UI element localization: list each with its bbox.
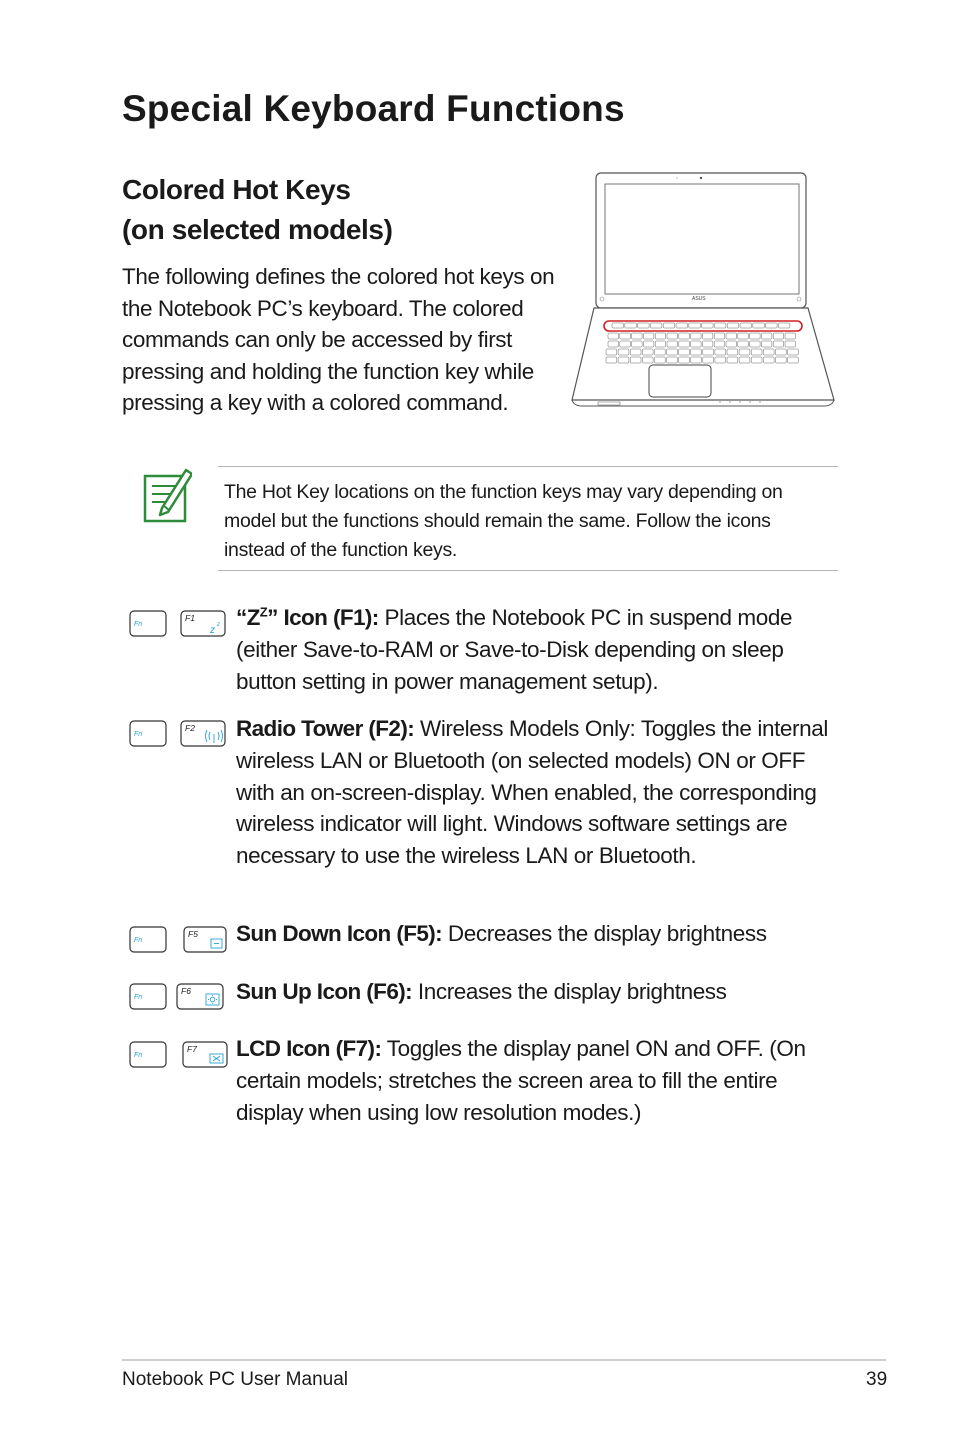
laptop-key [650, 323, 662, 328]
hotkey-f1-title: “$Z^Z$” Icon (F1): [236, 604, 379, 630]
laptop-key [632, 333, 643, 339]
laptop-key [663, 323, 675, 328]
touchpad [649, 365, 711, 397]
laptop-key [691, 349, 702, 355]
f5-key-label: F5 [188, 929, 198, 939]
laptop-key [630, 357, 641, 363]
f2-key-label: F2 [185, 723, 195, 733]
page-number: 39 [866, 1369, 888, 1390]
laptop-key [751, 349, 762, 355]
laptop-key [691, 357, 702, 363]
laptop-key [608, 341, 619, 347]
laptop-key [655, 341, 666, 347]
fn-key-label: Fn [134, 937, 143, 944]
laptop-key [714, 323, 726, 328]
laptop-key [738, 333, 749, 339]
fn-key-label: Fn [134, 994, 143, 1001]
note-text: The Hot Key locations on the function keys may vary depending on model but the functions should remain the same. Follow the icons instead of the function keys. [224, 481, 783, 561]
laptop-key [606, 357, 617, 363]
laptop-key [753, 323, 765, 328]
laptop-key [702, 333, 713, 339]
laptop-keyboard-illustration [570, 170, 838, 410]
laptop-key [702, 323, 714, 328]
laptop-key [691, 341, 702, 347]
footer-manual-title: Notebook PC User Manual [122, 1369, 348, 1390]
laptop-key [750, 341, 761, 347]
laptop-key [612, 323, 624, 328]
laptop-key [785, 333, 796, 339]
page-title: Special Keyboard Functions [122, 88, 625, 129]
laptop-key [643, 333, 654, 339]
section-title [122, 170, 542, 250]
laptop-key [691, 333, 702, 339]
svg-text:z: z [210, 625, 215, 636]
hotkey-f7-description [236, 1033, 836, 1128]
hotkey-f6-text: Increases the display brightness [412, 979, 727, 1004]
hotkey-f5-title: Sun Down Icon (F5): [236, 921, 443, 946]
hotkey-f7-text: Toggles the display panel ON and OFF. (On certain models; stretches the screen area to fill the entire display when using low resolution modes.) [236, 1036, 806, 1125]
laptop-key [715, 357, 726, 363]
hotkey-f6-description [236, 976, 836, 1008]
laptop-key [679, 341, 690, 347]
hotkey-f7-title: LCD Icon (F7): [236, 1036, 382, 1061]
note-top-divider [218, 466, 838, 467]
f1-key-label: F1 [185, 613, 195, 623]
laptop-key [642, 357, 653, 363]
intro-paragraph: The following defines the colored hot keys on the Notebook PC’s keyboard. The colored commands can only be accessed by first pressing and holding the function key while pressing a key with a colored command. [122, 264, 555, 416]
laptop-key [679, 357, 690, 363]
laptop-key [608, 333, 619, 339]
laptop-key [714, 341, 725, 347]
fn-f6-key-combo [128, 983, 230, 1011]
laptop-key [726, 341, 737, 347]
note-bottom-divider [218, 570, 838, 571]
laptop-key [750, 333, 761, 339]
laptop-key [703, 349, 714, 355]
laptop-key [703, 357, 714, 363]
laptop-key [726, 333, 737, 339]
laptop-key [766, 323, 778, 328]
laptop-key [625, 323, 637, 328]
laptop-key [643, 341, 654, 347]
laptop-key [638, 323, 650, 328]
laptop-key [727, 357, 738, 363]
laptop-key [679, 349, 690, 355]
laptop-key [778, 323, 790, 328]
hotkey-f6-title: Sun Up Icon (F6): [236, 979, 413, 1004]
footer-divider [122, 1359, 886, 1361]
fn-f1-key-combo [128, 610, 230, 638]
fn-key-label: Fn [134, 1052, 143, 1059]
laptop-key [620, 333, 631, 339]
laptop-key [630, 349, 641, 355]
laptop-key [763, 349, 774, 355]
laptop-key [773, 341, 784, 347]
laptop-key [715, 349, 726, 355]
laptop-key [654, 357, 665, 363]
laptop-key [667, 357, 678, 363]
laptop-key [654, 349, 665, 355]
hotkey-f1-text: Places the Notebook PC in suspend mode (either Save-to-RAM or Save-to-Disk depending on sleep button setting in power management setup). [236, 605, 793, 694]
laptop-key [667, 349, 678, 355]
laptop-key [676, 323, 688, 328]
laptop-key [785, 341, 796, 347]
note-pencil-icon [140, 464, 192, 526]
laptop-key [714, 333, 725, 339]
fn-f7-key-combo [128, 1041, 230, 1069]
laptop-key [620, 341, 631, 347]
laptop-key [618, 357, 629, 363]
laptop-key [739, 357, 750, 363]
fn-f2-key-combo [128, 720, 230, 748]
laptop-key [775, 349, 786, 355]
laptop-key [751, 357, 762, 363]
laptop-key [702, 341, 713, 347]
f6-key-label: F6 [181, 986, 191, 996]
laptop-key [632, 341, 643, 347]
laptop-key [689, 323, 701, 328]
hotkey-f1-description [236, 602, 836, 697]
laptop-key [667, 333, 678, 339]
laptop-key [788, 349, 799, 355]
hotkey-f5-text: Decreases the display brightness [442, 921, 767, 946]
hotkey-f2-title: Radio Tower (F2): [236, 716, 415, 741]
fn-key-label: Fn [134, 731, 143, 738]
section-title-line1: Colored Hot Keys [122, 174, 351, 205]
laptop-key [788, 357, 799, 363]
laptop-key [775, 357, 786, 363]
laptop-key [679, 333, 690, 339]
hotkey-f2-description [236, 713, 836, 872]
laptop-key [761, 333, 772, 339]
hotkey-f5-description [236, 918, 836, 950]
f7-key-label: F7 [187, 1044, 197, 1054]
hotkey-f2-text: Wireless Models Only: Toggles the internal wireless LAN or Bluetooth (on selected models) ON or OFF with an on-screen-display. When enabled, the corresponding wireless indicator will light. Windows software settings are necessary to use the wireless LAN or Bluetooth. [236, 716, 828, 869]
laptop-logo: ASUS [692, 296, 706, 302]
laptop-key [606, 349, 617, 355]
laptop-key [727, 349, 738, 355]
laptop-key [727, 323, 739, 328]
laptop-key [740, 323, 752, 328]
section-title-line2: (on selected models) [122, 214, 393, 245]
laptop-key [618, 349, 629, 355]
laptop-key [739, 349, 750, 355]
laptop-key [763, 357, 774, 363]
fn-key-label: Fn [134, 621, 143, 628]
laptop-key [738, 341, 749, 347]
laptop-key [761, 341, 772, 347]
laptop-key [655, 333, 666, 339]
laptop-key [773, 333, 784, 339]
svg-text:z: z [217, 622, 220, 628]
laptop-key [642, 349, 653, 355]
laptop-key [667, 341, 678, 347]
fn-f5-key-combo [128, 926, 230, 954]
